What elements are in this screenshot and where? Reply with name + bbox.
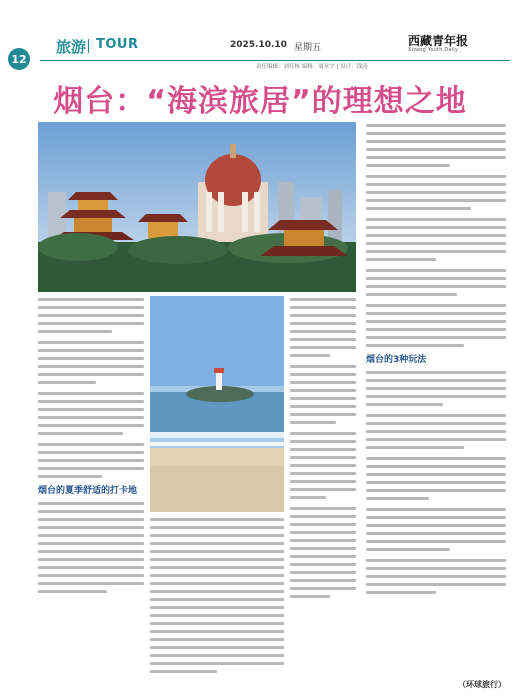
section-name-cn: 旅游	[56, 38, 87, 56]
article-column-3	[290, 298, 356, 603]
page-number: 12	[8, 48, 30, 70]
photo-beach-lighthouse	[150, 296, 284, 512]
page-header	[0, 0, 520, 70]
newspaper-logo-sub: Xizang Youth Daily	[408, 47, 459, 53]
editor-credits: 责任编辑：刘佳栋 编辑：周章宇 | 设计：钱涛	[256, 64, 368, 70]
article-column-1	[38, 298, 144, 598]
section-divider	[88, 39, 89, 53]
article-headline: 烟台：“海滨旅居”的理想之地	[53, 84, 467, 119]
article-source-credit: （环球旅行）	[458, 680, 506, 689]
newspaper-logo: 西藏青年报	[408, 34, 469, 48]
section-name-en: TOUR	[96, 37, 139, 52]
header-rule	[40, 60, 510, 61]
photo-city-skyline-art	[38, 122, 356, 292]
issue-weekday: 星期五	[294, 43, 322, 53]
subhead-three-ways: 烟台的3种玩法	[366, 355, 427, 365]
subhead-summer-spots: 烟台的夏季舒适的打卡地	[38, 486, 138, 496]
photo-city-skyline	[38, 122, 356, 292]
article-column-2	[150, 518, 284, 678]
photo-beach-lighthouse-art	[150, 296, 284, 512]
article-column-4	[366, 124, 506, 599]
issue-date: 2025.10.10	[230, 40, 287, 50]
